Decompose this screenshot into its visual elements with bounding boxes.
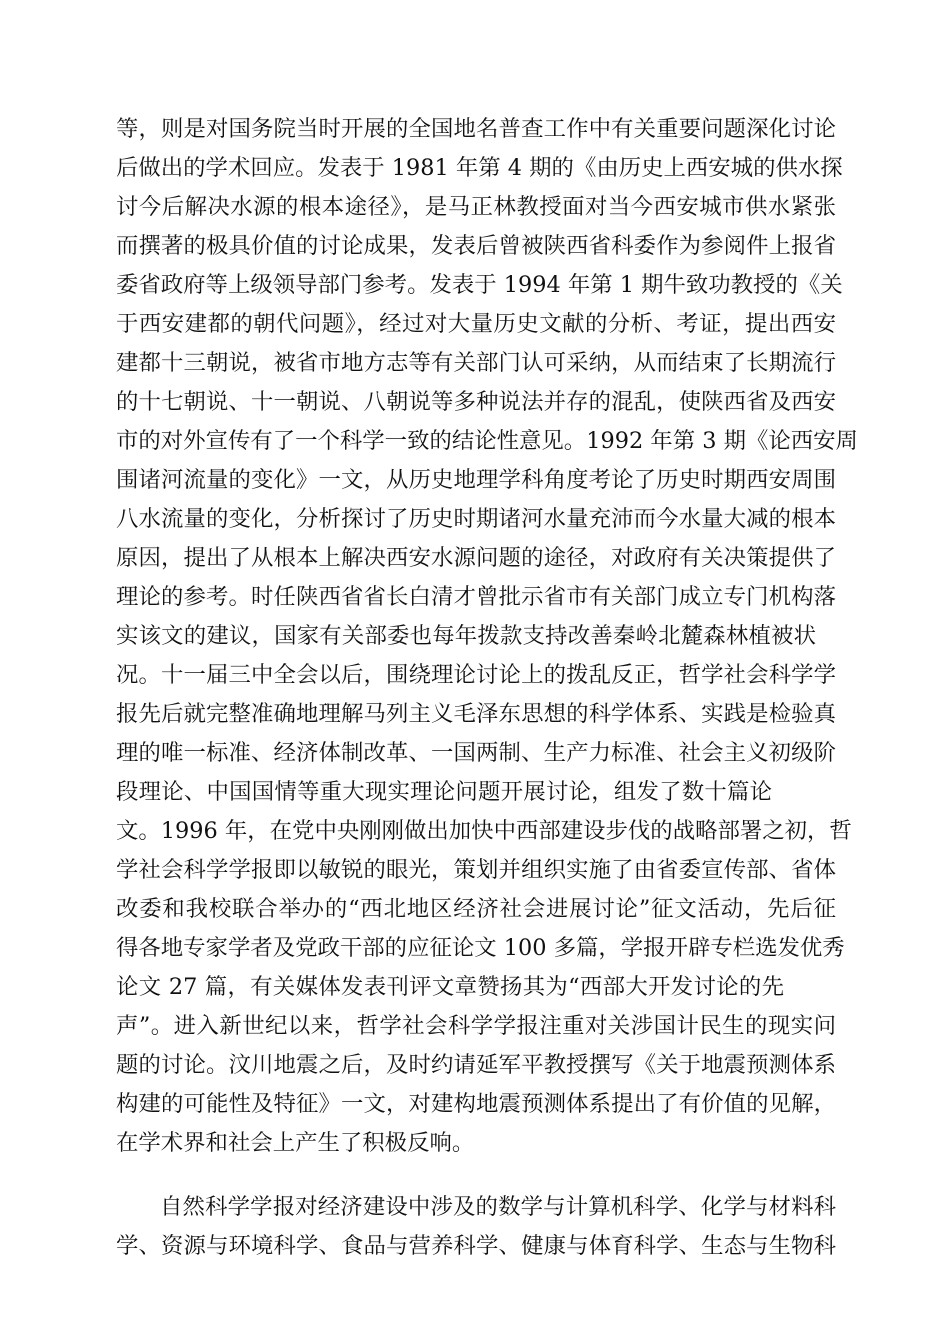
text-line: 报先后就完整准确地理解马列主义毛泽东思想的科学体系、实践是检验真 bbox=[116, 701, 836, 727]
text-line: 论文 27 篇，有关媒体发表刊评文章赞扬其为“西部大开发讨论的先 bbox=[116, 974, 784, 1000]
text-line: 讨今后解决水源的根本途径》，是马正林教授面对当今西安城市供水紧张 bbox=[116, 194, 836, 220]
text-line: 题的讨论。汶川地震之后，及时约请延军平教授撰写《关于地震预测体系 bbox=[116, 1052, 836, 1078]
text-line: 委省政府等上级领导部门参考。发表于 1994 年第 1 期牛致功教授的《关 bbox=[116, 272, 843, 298]
text-line: 等，则是对国务院当时开展的全国地名普查工作中有关重要问题深化讨论 bbox=[116, 116, 836, 142]
text-line: 八水流量的变化，分析探讨了历史时期诸河水量充沛而今水量大减的根本 bbox=[116, 506, 836, 532]
text-line: 声”。进入新世纪以来，哲学社会科学学报注重对关涉国计民生的现实问 bbox=[116, 1013, 836, 1039]
text-line: 理的唯一标准、经济体制改革、一国两制、生产力标准、社会主义初级阶 bbox=[116, 740, 836, 766]
text-line: 自然科学学报对经济建设中涉及的数学与计算机科学、化学与材料科 bbox=[160, 1194, 836, 1220]
text-line: 的十七朝说、十一朝说、八朝说等多种说法并存的混乱，使陕西省及西安 bbox=[116, 389, 836, 415]
text-line: 况。十一届三中全会以后，围绕理论讨论上的拨乱反正，哲学社会科学学 bbox=[116, 662, 836, 688]
text-line: 后做出的学术回应。发表于 1981 年第 4 期的《由历史上西安城的供水探 bbox=[116, 155, 843, 181]
text-line: 文。1996 年，在党中央刚刚做出加快中西部建设步伐的战略部署之初，哲 bbox=[116, 818, 852, 844]
text-line: 实该文的建议，国家有关部委也每年拨款支持改善秦岭北麓森林植被状 bbox=[116, 623, 816, 649]
text-line: 市的对外宣传有了一个科学一致的结论性意见。1992 年第 3 期《论西安周 bbox=[116, 428, 858, 454]
text-line: 在学术界和社会上产生了积极反响。 bbox=[116, 1130, 475, 1156]
text-line: 改委和我校联合举办的“西北地区经济社会进展讨论”征文活动，先后征 bbox=[116, 896, 836, 922]
text-line: 于西安建都的朝代问题》，经过对大量历史文献的分析、考证，提出西安 bbox=[116, 311, 836, 337]
text-line: 建都十三朝说，被省市地方志等有关部门认可采纳，从而结束了长期流行 bbox=[116, 350, 836, 376]
text-line: 围诸河流量的变化》一文，从历史地理学科角度考论了历史时期西安周围 bbox=[116, 467, 836, 493]
text-line: 得各地专家学者及党政干部的应征论文 100 多篇，学报开辟专栏选发优秀 bbox=[116, 935, 845, 961]
text-line: 原因，提出了从根本上解决西安水源问题的途径，对政府有关决策提供了 bbox=[116, 545, 836, 571]
text-line: 段理论、中国国情等重大现实理论问题开展讨论，组发了数十篇论 bbox=[116, 779, 772, 805]
text-line: 理论的参考。时任陕西省省长白清才曾批示省市有关部门成立专门机构落 bbox=[116, 584, 836, 610]
text-line: 而撰著的极具价值的讨论成果，发表后曾被陕西省科委作为参阅件上报省 bbox=[116, 233, 836, 259]
text-line: 学社会科学学报即以敏锐的眼光，策划并组织实施了由省委宣传部、省体 bbox=[116, 857, 836, 883]
text-line: 构建的可能性及特征》一文，对建构地震预测体系提出了有价值的见解， bbox=[116, 1091, 836, 1117]
text-line: 学、资源与环境科学、食品与营养科学、健康与体育科学、生态与生物科 bbox=[116, 1233, 836, 1259]
